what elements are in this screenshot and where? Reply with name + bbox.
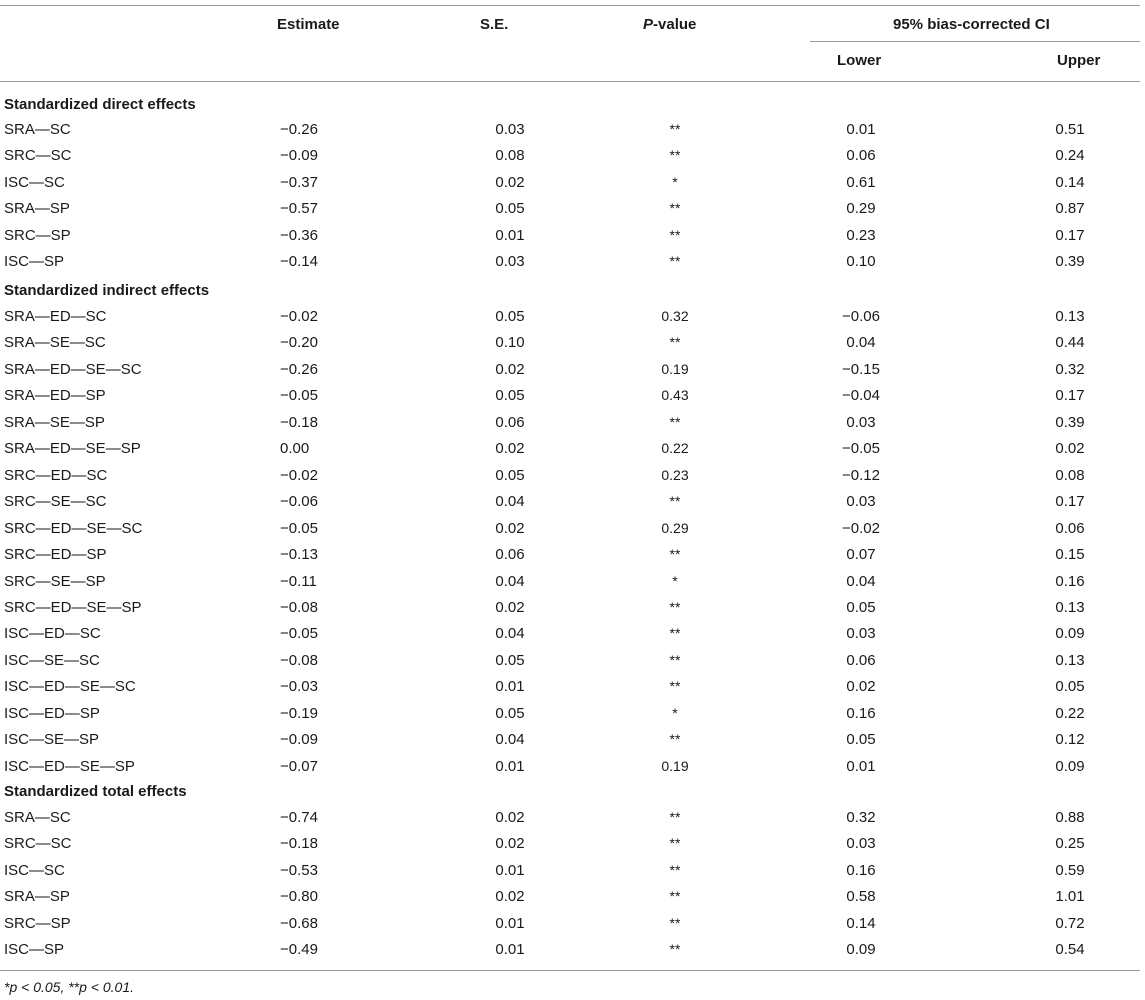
row-label: SRA—ED—SP — [4, 387, 106, 405]
cell-se: 0.06 — [495, 546, 525, 564]
table-row — [0, 121, 1145, 147]
cell-ci-lower: 0.58 — [846, 888, 876, 906]
table-row — [0, 625, 1145, 651]
table-row — [0, 705, 1145, 731]
cell-se: 0.04 — [495, 731, 525, 749]
table-row — [0, 888, 1145, 914]
cell-ci-upper: 0.24 — [1055, 147, 1085, 165]
cell-ci-upper: 0.59 — [1055, 861, 1085, 879]
cell-pvalue: 0.29 — [661, 519, 689, 536]
cell-se: 0.04 — [495, 493, 525, 511]
cell-se: 0.03 — [495, 253, 525, 271]
cell-ci-upper: 0.15 — [1055, 546, 1085, 564]
cell-estimate: −0.26 — [280, 121, 318, 138]
cell-ci-lower: 0.03 — [846, 493, 876, 511]
cell-estimate: −0.80 — [280, 888, 318, 906]
row-label: ISC—ED—SP — [4, 704, 100, 722]
row-label: ISC—ED—SE—SP — [4, 757, 135, 775]
cell-ci-upper: 0.44 — [1055, 334, 1085, 352]
cell-ci-lower: 0.01 — [846, 757, 876, 775]
cell-ci-lower: 0.14 — [846, 914, 876, 932]
cell-se: 0.02 — [495, 888, 525, 906]
cell-ci-lower: −0.12 — [842, 466, 880, 484]
cell-estimate: −0.26 — [280, 360, 318, 378]
row-label: SRC—SP — [4, 914, 71, 932]
cell-estimate: −0.08 — [280, 598, 318, 616]
table-bottom-rule — [0, 970, 1140, 971]
cell-ci-upper: 0.17 — [1055, 493, 1085, 511]
cell-pvalue: ** — [669, 731, 681, 748]
cell-ci-upper: 0.88 — [1055, 809, 1085, 826]
cell-ci-lower: 0.61 — [846, 173, 876, 191]
row-label: ISC—SP — [4, 941, 65, 959]
cell-ci-lower: −0.06 — [842, 308, 880, 325]
cell-ci-lower: −0.02 — [842, 519, 880, 537]
table-row — [0, 573, 1145, 599]
cell-se: 0.02 — [495, 519, 525, 537]
cell-ci-upper: 0.17 — [1055, 387, 1085, 405]
cell-ci-upper: 0.02 — [1055, 440, 1085, 458]
cell-pvalue: ** — [669, 678, 681, 695]
section-title-total: Standardized total effects — [4, 783, 187, 800]
table-row — [0, 253, 1145, 279]
cell-se: 0.03 — [495, 121, 525, 138]
cell-ci-upper: 0.87 — [1055, 200, 1085, 218]
cell-se: 0.01 — [495, 941, 525, 959]
cell-se: 0.02 — [495, 173, 525, 191]
cell-ci-upper: 0.39 — [1055, 413, 1085, 431]
cell-pvalue: * — [672, 173, 678, 190]
cell-pvalue: ** — [669, 493, 681, 510]
cell-ci-lower: 0.16 — [846, 704, 876, 722]
cell-ci-lower: 0.04 — [846, 572, 876, 590]
cell-estimate: −0.53 — [280, 861, 318, 879]
row-label: ISC—SC — [4, 861, 65, 879]
cell-pvalue: ** — [669, 334, 681, 351]
header-se: S.E. — [480, 16, 509, 33]
table-row — [0, 758, 1145, 784]
cell-estimate: −0.74 — [280, 809, 318, 826]
row-label: SRA—SP — [4, 200, 70, 218]
cell-ci-lower: 0.01 — [846, 121, 876, 138]
cell-estimate: −0.11 — [280, 572, 317, 590]
cell-estimate: −0.08 — [280, 651, 318, 669]
table-row — [0, 599, 1145, 625]
table-row — [0, 200, 1145, 226]
table-row — [0, 361, 1145, 387]
cell-ci-upper: 0.39 — [1055, 253, 1085, 271]
table-row — [0, 467, 1145, 493]
cell-se: 0.06 — [495, 413, 525, 431]
cell-pvalue: ** — [669, 861, 681, 878]
table-row — [0, 440, 1145, 466]
cell-ci-lower: 0.05 — [846, 731, 876, 749]
cell-estimate: −0.19 — [280, 704, 318, 722]
cell-pvalue: 0.23 — [661, 466, 689, 483]
cell-estimate: −0.05 — [280, 625, 318, 643]
cell-estimate: −0.09 — [280, 731, 318, 749]
cell-se: 0.01 — [495, 757, 525, 775]
cell-se: 0.05 — [495, 387, 525, 405]
table-top-rule — [0, 5, 1140, 6]
cell-pvalue: 0.43 — [661, 387, 689, 404]
cell-se: 0.01 — [495, 861, 525, 879]
table-row — [0, 387, 1145, 413]
table-row — [0, 493, 1145, 519]
cell-ci-upper: 0.12 — [1055, 731, 1085, 749]
table-row — [0, 334, 1145, 360]
table-row — [0, 147, 1145, 173]
cell-ci-upper: 0.16 — [1055, 572, 1085, 590]
cell-pvalue: ** — [669, 625, 681, 642]
cell-ci-lower: −0.04 — [842, 387, 880, 405]
cell-ci-lower: −0.05 — [842, 440, 880, 458]
table-row — [0, 227, 1145, 253]
cell-ci-upper: 0.13 — [1055, 308, 1085, 325]
cell-pvalue: ** — [669, 888, 681, 905]
header-lower: Lower — [837, 52, 882, 69]
cell-pvalue: 0.22 — [661, 440, 689, 457]
row-label: ISC—ED—SC — [4, 625, 101, 643]
cell-estimate: −0.57 — [280, 200, 318, 218]
cell-estimate: −0.13 — [280, 546, 318, 564]
cell-estimate: −0.06 — [280, 493, 318, 511]
table-row — [0, 546, 1145, 572]
cell-se: 0.02 — [495, 809, 525, 826]
table-row — [0, 520, 1145, 546]
cell-ci-upper: 0.14 — [1055, 173, 1085, 191]
row-label: SRA—SE—SC — [4, 334, 106, 352]
cell-estimate: −0.05 — [280, 519, 318, 537]
cell-estimate: 0.00 — [280, 440, 310, 458]
section-title-indirect: Standardized indirect effects — [4, 282, 210, 299]
row-label: SRC—SC — [4, 147, 72, 165]
cell-se: 0.02 — [495, 440, 525, 458]
cell-se: 0.04 — [495, 572, 525, 590]
table-row — [0, 809, 1145, 835]
row-label: SRA—ED—SE—SP — [4, 440, 141, 458]
row-label: SRA—SC — [4, 809, 71, 826]
cell-pvalue: * — [672, 572, 678, 589]
cell-se: 0.05 — [495, 308, 525, 325]
cell-estimate: −0.49 — [280, 941, 318, 959]
cell-estimate: −0.05 — [280, 387, 318, 405]
cell-estimate: −0.37 — [280, 173, 318, 191]
header-pvalue-p: P — [643, 16, 654, 33]
cell-ci-upper: 0.13 — [1055, 598, 1085, 616]
cell-se: 0.10 — [495, 334, 525, 352]
cell-se: 0.08 — [495, 147, 525, 165]
cell-ci-upper: 0.08 — [1055, 466, 1085, 484]
header-estimate: Estimate — [277, 16, 340, 33]
cell-se: 0.02 — [495, 360, 525, 378]
row-label: ISC—ED—SE—SC — [4, 678, 136, 696]
cell-estimate: −0.68 — [280, 914, 318, 932]
header-ci-rule — [810, 41, 1140, 42]
cell-ci-lower: 0.06 — [846, 147, 876, 165]
cell-pvalue: ** — [669, 253, 681, 270]
cell-pvalue: ** — [669, 546, 681, 563]
header-pvalue — [643, 16, 696, 33]
cell-pvalue: ** — [669, 200, 681, 217]
row-label: SRC—ED—SE—SP — [4, 598, 142, 616]
cell-se: 0.01 — [495, 678, 525, 696]
cell-pvalue: ** — [669, 598, 681, 615]
row-label: SRC—SC — [4, 835, 72, 853]
cell-pvalue: ** — [669, 226, 681, 243]
row-label: SRC—SE—SP — [4, 572, 106, 590]
table-row — [0, 835, 1145, 861]
cell-pvalue: ** — [669, 941, 681, 958]
row-label: SRA—SE—SP — [4, 413, 105, 431]
cell-pvalue: 0.19 — [661, 360, 689, 377]
cell-estimate: −0.02 — [280, 466, 318, 484]
cell-ci-lower: 0.16 — [846, 861, 876, 879]
cell-ci-lower: 0.06 — [846, 651, 876, 669]
cell-estimate: −0.02 — [280, 308, 318, 325]
header-bottom-rule — [0, 81, 1140, 82]
cell-se: 0.02 — [495, 835, 525, 853]
cell-ci-lower: 0.03 — [846, 413, 876, 431]
cell-se: 0.04 — [495, 625, 525, 643]
row-label: ISC—SC — [4, 173, 65, 191]
row-label: SRC—ED—SE—SC — [4, 519, 143, 537]
cell-ci-upper: 0.09 — [1055, 625, 1085, 643]
row-label: SRC—ED—SC — [4, 466, 108, 484]
cell-ci-upper: 0.22 — [1055, 704, 1085, 722]
cell-pvalue: 0.19 — [661, 757, 689, 774]
cell-se: 0.01 — [495, 914, 525, 932]
footnote: *p < 0.05, **p < 0.01. — [4, 979, 134, 995]
cell-estimate: −0.03 — [280, 678, 318, 696]
cell-ci-lower: 0.02 — [846, 678, 876, 696]
cell-ci-lower: 0.04 — [846, 334, 876, 352]
row-label: SRA—SP — [4, 888, 70, 906]
cell-ci-lower: 0.32 — [846, 809, 876, 826]
table-row — [0, 862, 1145, 888]
cell-ci-upper: 0.51 — [1055, 121, 1085, 138]
row-label: SRC—SP — [4, 226, 71, 244]
cell-estimate: −0.07 — [280, 757, 318, 775]
table-row — [0, 678, 1145, 704]
cell-se: 0.05 — [495, 466, 525, 484]
cell-ci-lower: −0.15 — [842, 360, 880, 378]
cell-ci-upper: 0.06 — [1055, 519, 1085, 537]
table-row — [0, 731, 1145, 757]
row-label: SRC—ED—SP — [4, 546, 107, 564]
cell-ci-lower: 0.03 — [846, 835, 876, 853]
cell-estimate: −0.14 — [280, 253, 318, 271]
cell-ci-lower: 0.05 — [846, 598, 876, 616]
cell-se: 0.05 — [495, 704, 525, 722]
cell-pvalue: ** — [669, 835, 681, 852]
table-row — [0, 308, 1145, 334]
cell-ci-upper: 0.72 — [1055, 914, 1085, 932]
cell-estimate: −0.18 — [280, 835, 318, 853]
cell-ci-lower: 0.29 — [846, 200, 876, 218]
row-label: ISC—SP — [4, 253, 65, 271]
section-title-direct: Standardized direct effects — [4, 96, 196, 113]
cell-ci-lower: 0.07 — [846, 546, 876, 564]
cell-ci-upper: 0.17 — [1055, 226, 1085, 244]
row-label: SRA—ED—SC — [4, 308, 107, 325]
cell-ci-upper: 0.05 — [1055, 678, 1085, 696]
cell-pvalue: ** — [669, 651, 681, 668]
cell-pvalue: ** — [669, 914, 681, 931]
table-row — [0, 414, 1145, 440]
cell-se: 0.02 — [495, 598, 525, 616]
table-row — [0, 174, 1145, 200]
cell-ci-lower: 0.23 — [846, 226, 876, 244]
cell-ci-upper: 1.01 — [1055, 888, 1085, 906]
row-label: SRA—ED—SE—SC — [4, 360, 142, 378]
table-row — [0, 941, 1145, 967]
cell-estimate: −0.09 — [280, 147, 318, 165]
cell-pvalue: ** — [669, 147, 681, 164]
row-label: ISC—SE—SC — [4, 651, 100, 669]
cell-estimate: −0.20 — [280, 334, 318, 352]
cell-estimate: −0.36 — [280, 226, 318, 244]
header-upper: Upper — [1057, 52, 1101, 69]
cell-ci-upper: 0.25 — [1055, 835, 1085, 853]
cell-pvalue: 0.32 — [661, 308, 689, 324]
cell-ci-lower: 0.09 — [846, 941, 876, 959]
table-row — [0, 652, 1145, 678]
cell-pvalue: ** — [669, 121, 681, 137]
header-pvalue-rest: -value — [653, 16, 697, 33]
cell-pvalue: ** — [669, 413, 681, 430]
cell-ci-upper: 0.54 — [1055, 941, 1085, 959]
cell-ci-upper: 0.32 — [1055, 360, 1085, 378]
cell-ci-lower: 0.10 — [846, 253, 876, 271]
cell-se: 0.05 — [495, 651, 525, 669]
cell-se: 0.01 — [495, 226, 525, 244]
cell-se: 0.05 — [495, 200, 525, 218]
header-ci: 95% bias-corrected CI — [893, 16, 1050, 33]
row-label: SRC—SE—SC — [4, 493, 107, 511]
table-row — [0, 915, 1145, 941]
row-label: ISC—SE—SP — [4, 731, 100, 749]
cell-pvalue: ** — [669, 809, 681, 825]
cell-ci-lower: 0.03 — [846, 625, 876, 643]
cell-ci-upper: 0.09 — [1055, 757, 1085, 775]
cell-pvalue: * — [672, 704, 678, 721]
cell-estimate: −0.18 — [280, 413, 318, 431]
cell-ci-upper: 0.13 — [1055, 651, 1085, 669]
row-label: SRA—SC — [4, 121, 71, 138]
